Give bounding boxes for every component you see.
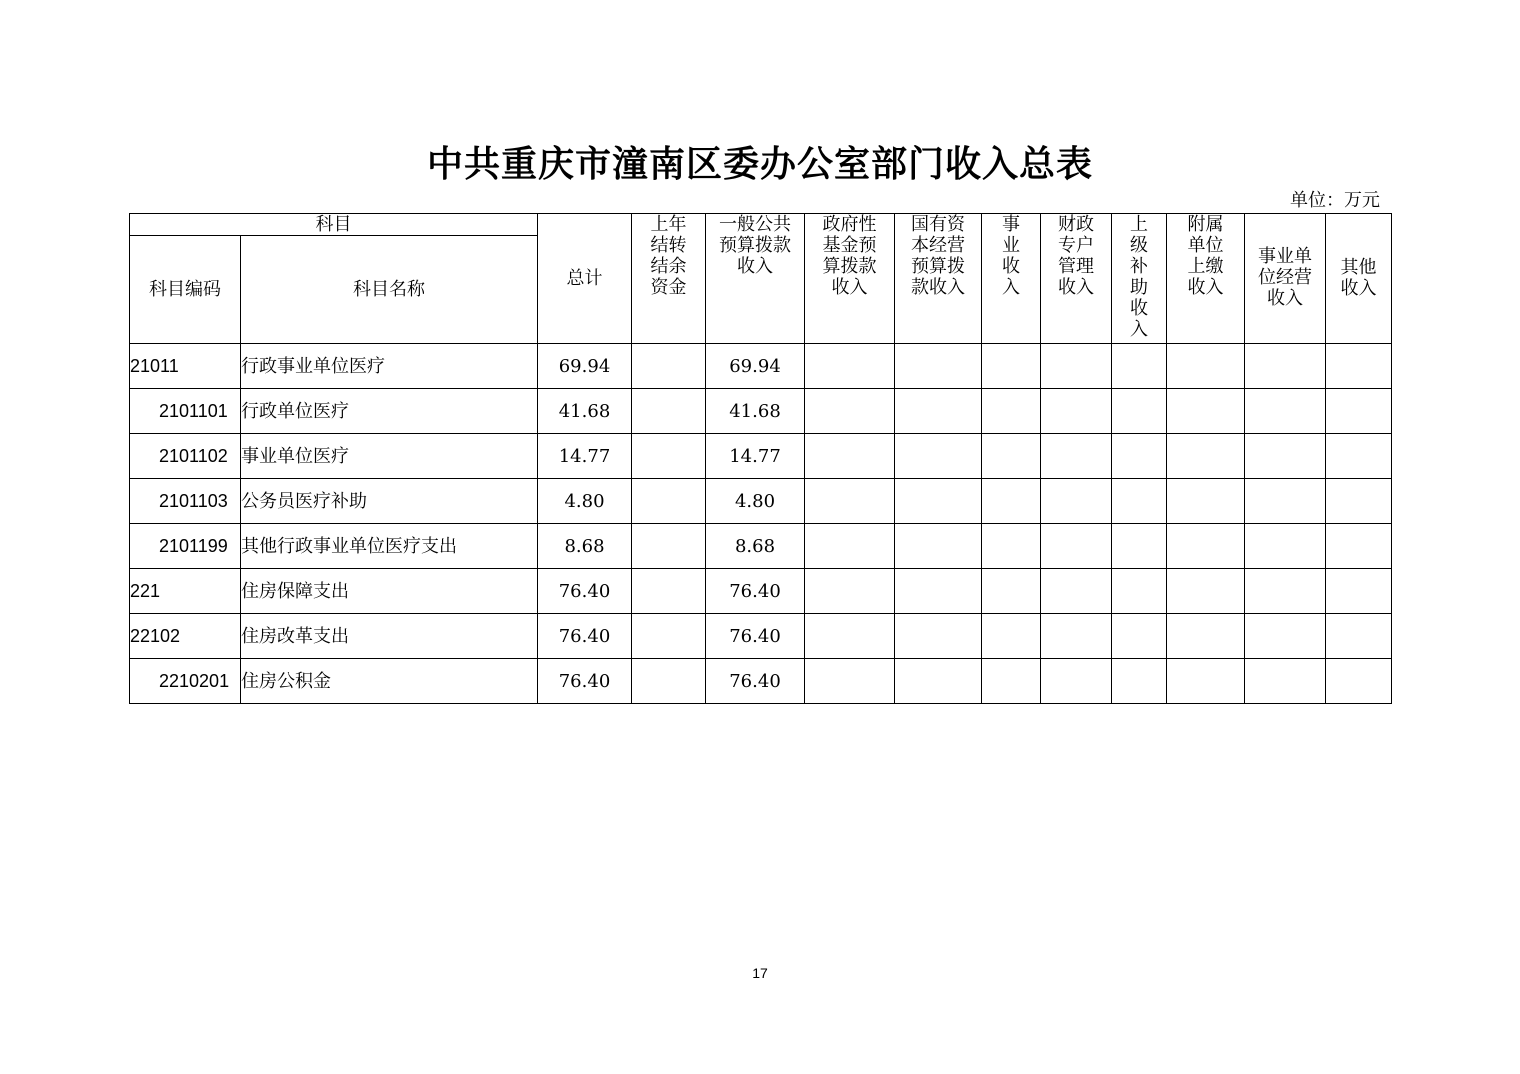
table-row (130, 614, 1392, 659)
row-empty-cell (1112, 659, 1167, 704)
row-empty-cell (1245, 434, 1326, 479)
row-empty-cell (1167, 434, 1245, 479)
row-empty-cell (1326, 659, 1392, 704)
header-superior-subsidy: 上级补助收入 (1112, 214, 1167, 344)
row-code: 22102 (130, 614, 241, 659)
row-empty-cell (895, 434, 982, 479)
row-empty-cell (895, 614, 982, 659)
header-fiscal-special: 财政专户管理收入 (1041, 214, 1112, 344)
row-empty-cell (805, 524, 895, 569)
table-row (130, 434, 1392, 479)
row-empty-cell (805, 569, 895, 614)
row-empty-cell (1167, 569, 1245, 614)
row-name: 住房公积金 (241, 659, 538, 704)
row-name: 事业单位医疗 (241, 434, 538, 479)
row-carryover (632, 479, 706, 524)
row-carryover (632, 614, 706, 659)
row-total: 8.68 (538, 524, 632, 569)
row-empty-cell (1167, 389, 1245, 434)
row-general: 41.68 (706, 389, 805, 434)
row-general: 76.40 (706, 659, 805, 704)
row-empty-cell (982, 524, 1041, 569)
row-empty-cell (1112, 569, 1167, 614)
row-empty-cell (982, 479, 1041, 524)
row-empty-cell (1167, 524, 1245, 569)
page-title: 中共重庆市潼南区委办公室部门收入总表 (426, 143, 1093, 185)
row-empty-cell (895, 659, 982, 704)
row-carryover (632, 389, 706, 434)
row-empty-cell (1245, 479, 1326, 524)
row-empty-cell (805, 389, 895, 434)
row-empty-cell (982, 344, 1041, 389)
row-empty-cell (895, 569, 982, 614)
row-empty-cell (1041, 569, 1112, 614)
row-empty-cell (1245, 524, 1326, 569)
row-empty-cell (1326, 434, 1392, 479)
row-name: 住房保障支出 (241, 569, 538, 614)
row-empty-cell (1112, 479, 1167, 524)
header-subject: 科目 (130, 214, 538, 236)
row-empty-cell (1112, 344, 1167, 389)
row-total: 41.68 (538, 389, 632, 434)
unit-label: 单位：万元 (1290, 190, 1380, 211)
row-empty-cell (1112, 434, 1167, 479)
table-row (130, 659, 1392, 704)
row-total: 76.40 (538, 569, 632, 614)
row-empty-cell (1112, 524, 1167, 569)
row-code: 221 (130, 569, 241, 614)
row-carryover (632, 524, 706, 569)
row-empty-cell (805, 434, 895, 479)
row-code: 2101102 (130, 434, 241, 479)
row-carryover (632, 569, 706, 614)
row-empty-cell (1245, 614, 1326, 659)
row-empty-cell (1041, 389, 1112, 434)
row-empty-cell (895, 389, 982, 434)
row-empty-cell (1245, 344, 1326, 389)
header-carryover: 上年结转结余资金 (632, 214, 706, 344)
row-empty-cell (1041, 434, 1112, 479)
row-empty-cell (1326, 344, 1392, 389)
header-total: 总计 (538, 214, 632, 344)
row-empty-cell (1112, 389, 1167, 434)
row-empty-cell (805, 479, 895, 524)
row-empty-cell (1167, 614, 1245, 659)
row-carryover (632, 344, 706, 389)
row-empty-cell (1326, 614, 1392, 659)
row-empty-cell (982, 434, 1041, 479)
row-general: 14.77 (706, 434, 805, 479)
row-name: 行政事业单位医疗 (241, 344, 538, 389)
table-row (130, 479, 1392, 524)
row-general: 76.40 (706, 614, 805, 659)
page-number: 17 (752, 965, 768, 981)
row-empty-cell (895, 524, 982, 569)
income-summary-table (129, 213, 1392, 704)
row-empty-cell (982, 569, 1041, 614)
row-name: 住房改革支出 (241, 614, 538, 659)
row-name: 行政单位医疗 (241, 389, 538, 434)
header-state-capital: 国有资本经营预算拨款收入 (895, 214, 982, 344)
row-empty-cell (1041, 614, 1112, 659)
row-general: 76.40 (706, 569, 805, 614)
row-empty-cell (1326, 524, 1392, 569)
header-gov-fund: 政府性基金预算拨款收入 (805, 214, 895, 344)
header-business-operation: 事业单位经营收入 (1245, 214, 1326, 344)
header-general-budget: 一般公共预算拨款收入 (706, 214, 805, 344)
row-empty-cell (982, 614, 1041, 659)
header-affiliated: 附属单位上缴收入 (1167, 214, 1245, 344)
row-empty-cell (1041, 524, 1112, 569)
row-empty-cell (1041, 479, 1112, 524)
header-other: 其他收入 (1326, 214, 1392, 344)
row-empty-cell (1326, 389, 1392, 434)
row-total: 14.77 (538, 434, 632, 479)
row-empty-cell (895, 344, 982, 389)
row-empty-cell (1245, 569, 1326, 614)
row-empty-cell (1167, 659, 1245, 704)
row-empty-cell (1112, 614, 1167, 659)
row-empty-cell (805, 659, 895, 704)
header-name: 科目名称 (241, 236, 538, 344)
row-code: 2210201 (130, 659, 241, 704)
row-empty-cell (1326, 479, 1392, 524)
row-name: 公务员医疗补助 (241, 479, 538, 524)
row-total: 4.80 (538, 479, 632, 524)
row-code: 2101101 (130, 389, 241, 434)
row-total: 69.94 (538, 344, 632, 389)
row-empty-cell (805, 614, 895, 659)
header-business: 事业收入 (982, 214, 1041, 344)
row-empty-cell (982, 389, 1041, 434)
row-empty-cell (895, 479, 982, 524)
row-total: 76.40 (538, 614, 632, 659)
table-row (130, 524, 1392, 569)
row-carryover (632, 659, 706, 704)
row-empty-cell (1245, 659, 1326, 704)
row-empty-cell (1167, 479, 1245, 524)
table-row (130, 344, 1392, 389)
row-empty-cell (982, 659, 1041, 704)
row-empty-cell (805, 344, 895, 389)
row-total: 76.40 (538, 659, 632, 704)
row-carryover (632, 434, 706, 479)
row-code: 2101103 (130, 479, 241, 524)
row-code: 21011 (130, 344, 241, 389)
header-code: 科目编码 (130, 236, 241, 344)
row-general: 69.94 (706, 344, 805, 389)
row-empty-cell (1041, 344, 1112, 389)
row-general: 4.80 (706, 479, 805, 524)
row-empty-cell (1326, 569, 1392, 614)
row-empty-cell (1167, 344, 1245, 389)
table-row (130, 389, 1392, 434)
table-row (130, 569, 1392, 614)
row-name: 其他行政事业单位医疗支出 (241, 524, 538, 569)
row-empty-cell (1245, 389, 1326, 434)
row-empty-cell (1041, 659, 1112, 704)
row-general: 8.68 (706, 524, 805, 569)
row-code: 2101199 (130, 524, 241, 569)
